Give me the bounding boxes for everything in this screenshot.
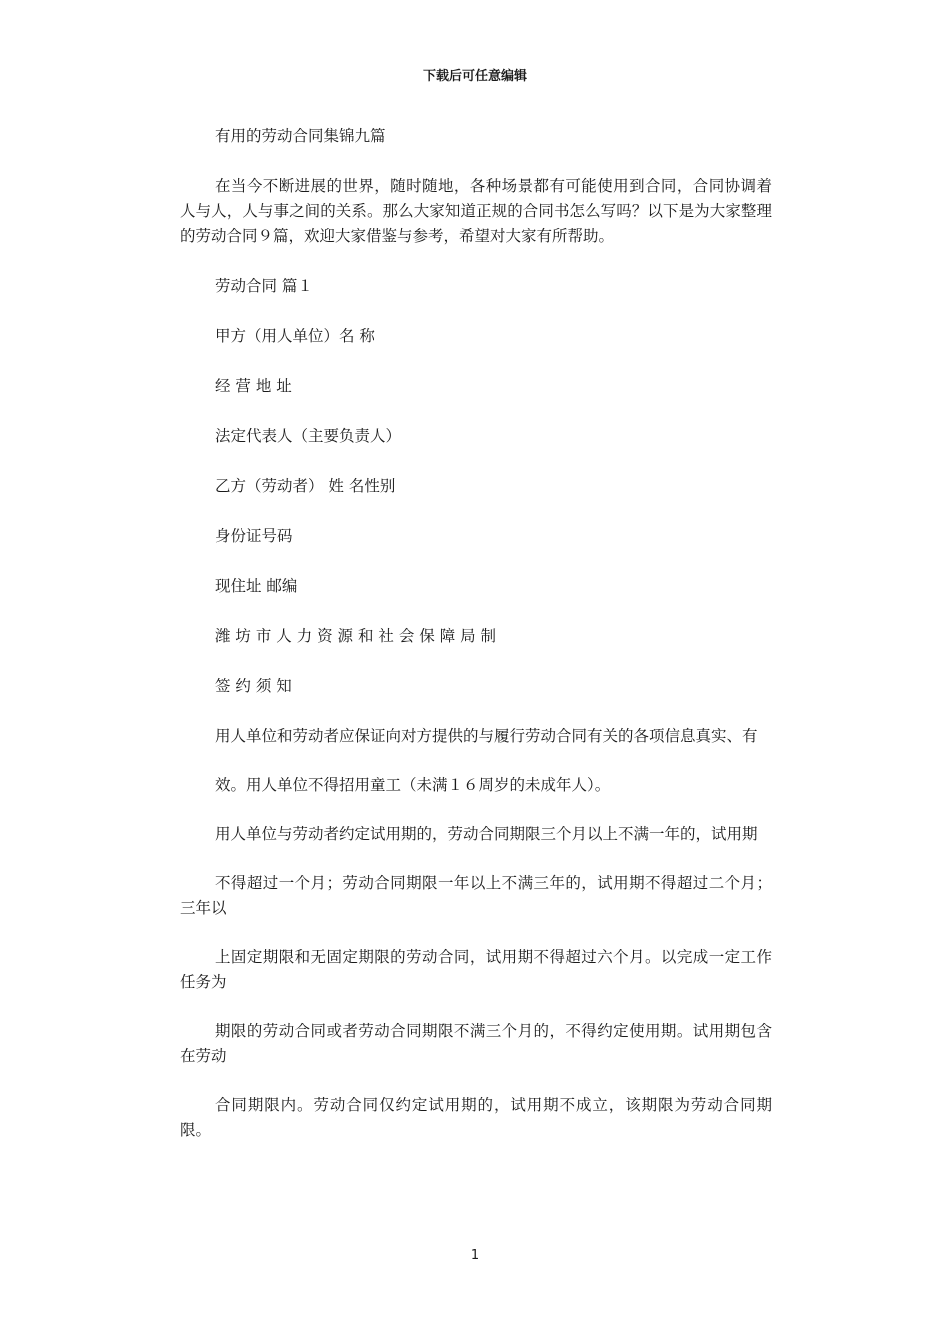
field-business-address: 经 营 地 址	[215, 377, 292, 395]
page-number: 1	[470, 1248, 480, 1263]
issuer-line: 潍 坊 市 人 力 资 源 和 社 会 保 障 局 制	[215, 627, 497, 645]
body-paragraph: 上固定期限和无固定期限的劳动合同，试用期不得超过六个月。以完成一定工作任务为	[180, 948, 772, 991]
body-paragraph: 效。用人单位不得招用童工（未满１６周岁的未成年人）。	[215, 776, 611, 794]
field-employer-name: 甲方（用人单位）名 称	[215, 327, 375, 345]
body-paragraph: 不得超过一个月；劳动合同期限一年以上不满三年的，试用期不得超过二个月；三年以	[180, 874, 772, 917]
body-paragraph: 合同期限内。劳动合同仅约定试用期的，试用期不成立，该期限为劳动合同期限。	[180, 1096, 772, 1139]
field-address-postcode: 现住址 邮编	[215, 577, 298, 595]
document-title: 有用的劳动合同集锦九篇	[215, 127, 386, 145]
intro-paragraph: 在当今不断进展的世界，随时随地，各种场景都有可能使用到合同，合同协调着人与人，人与事之间的关系。那么大家知道正规的合同书怎么写吗？以下是为大家整理的劳动合同９篇，欢迎大家借鉴与参考，希望对大家有所帮助。	[180, 177, 772, 245]
page-header-note: 下载后可任意编辑	[422, 69, 527, 84]
field-id-number: 身份证号码	[215, 527, 293, 545]
section-heading: 劳动合同 篇１	[215, 277, 313, 295]
body-paragraph: 期限的劳动合同或者劳动合同期限不满三个月的，不得约定使用期。试用期包含在劳动	[180, 1022, 772, 1065]
body-paragraph: 用人单位和劳动者应保证向对方提供的与履行劳动合同有关的各项信息真实、有	[215, 727, 758, 745]
body-paragraph: 用人单位与劳动者约定试用期的，劳动合同期限三个月以上不满一年的，试用期	[215, 825, 758, 843]
field-legal-representative: 法定代表人（主要负责人）	[215, 427, 402, 445]
document-body	[180, 124, 772, 1143]
notice-heading: 签 约 须 知	[215, 677, 292, 695]
field-employee-name-gender: 乙方（劳动者） 姓 名性别	[215, 477, 396, 495]
